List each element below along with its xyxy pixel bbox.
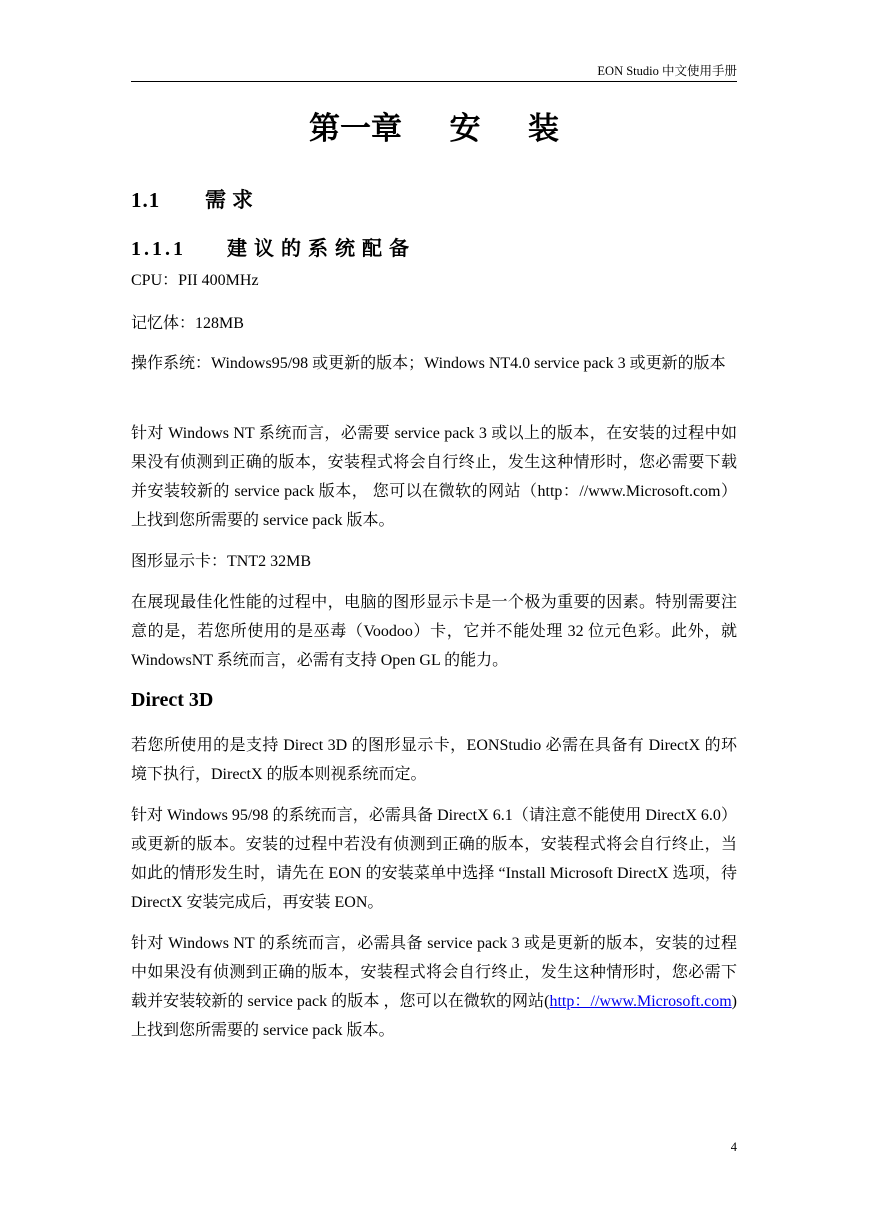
chapter-title: 第一章 安 装	[309, 111, 559, 146]
section-title: 建议的系统配备	[227, 238, 416, 260]
section-number: 1.1	[131, 188, 161, 212]
paragraph-gpu: 图形显示卡：TNT2 32MB	[131, 553, 312, 570]
paragraph-os: 操作系统：Windows95/98 或更新的版本；Windows NT4.0 service pack 3 或更新的版本	[131, 355, 726, 372]
paragraph-text: )上找到您所需要的 service pack 版本。	[131, 993, 737, 1039]
paragraph-memory: 记忆体：128MB	[131, 315, 244, 332]
section-heading-1-1-1	[131, 234, 416, 264]
page-number: 4	[730, 1140, 737, 1154]
paragraph-text: 针对 Windows NT 的系统而言，必需具备 service pack 3 或是更新的版本，安装的过程中如果没有侦测到正确的版本，安装程式将会自行终止，发生这种情形时，您必需下载并安装较新的 service pack 的版本 ，您可以在微软的网站(	[131, 935, 737, 1010]
paragraph-cpu: CPU：PII 400MHz	[131, 272, 259, 289]
section-number: 1.1.1	[131, 238, 186, 260]
paragraph-winnt-servicepack	[131, 929, 737, 1045]
section-title: 需求	[205, 188, 259, 212]
microsoft-link[interactable]: http：//www.Microsoft.com	[549, 993, 732, 1010]
section-heading-1-1	[131, 185, 259, 215]
running-header: EON Studio 中文使用手册	[597, 64, 737, 78]
paragraph-gpu-note: 在展现最佳化性能的过程中，电脑的图形显示卡是一个极为重要的因素。特别需要注意的是，若您所使用的是巫毒（Voodoo）卡，它并不能处理 32 位元色彩。此外，就 WindowsNT 系统而言，必需有支持 Open GL 的能力。	[131, 594, 737, 669]
paragraph-nt-note: 针对 Windows NT 系统而言，必需要 service pack 3 或以上的版本，在安装的过程中如果没有侦测到正确的版本，安装程式将会自行终止，发生这种情形时，您必需要下载并安装较新的 service pack 版本， 您可以在微软的网站（http：//www.Microsoft.com）上找到您所需要的 service pack 版本。	[131, 425, 737, 529]
direct3d-heading: Direct 3D	[131, 689, 214, 711]
paragraph-direct3d-intro: 若您所使用的是支持 Direct 3D 的图形显示卡，EONStudio 必需在具备有 DirectX 的环境下执行，DirectX 的版本则视系统而定。	[131, 737, 737, 783]
paragraph-win9x-directx: 针对 Windows 95/98 的系统而言，必需具备 DirectX 6.1（请注意不能使用 DirectX 6.0）或更新的版本。安装的过程中若没有侦测到正确的版本，安装程式将会自行终止，当如此的情形发生时，请先在 EON 的安装菜单中选择 “Install Microsoft DirectX 选项，待 DirectX 安装完成后，再安装 EON。	[131, 807, 737, 911]
header-rule	[131, 81, 737, 82]
